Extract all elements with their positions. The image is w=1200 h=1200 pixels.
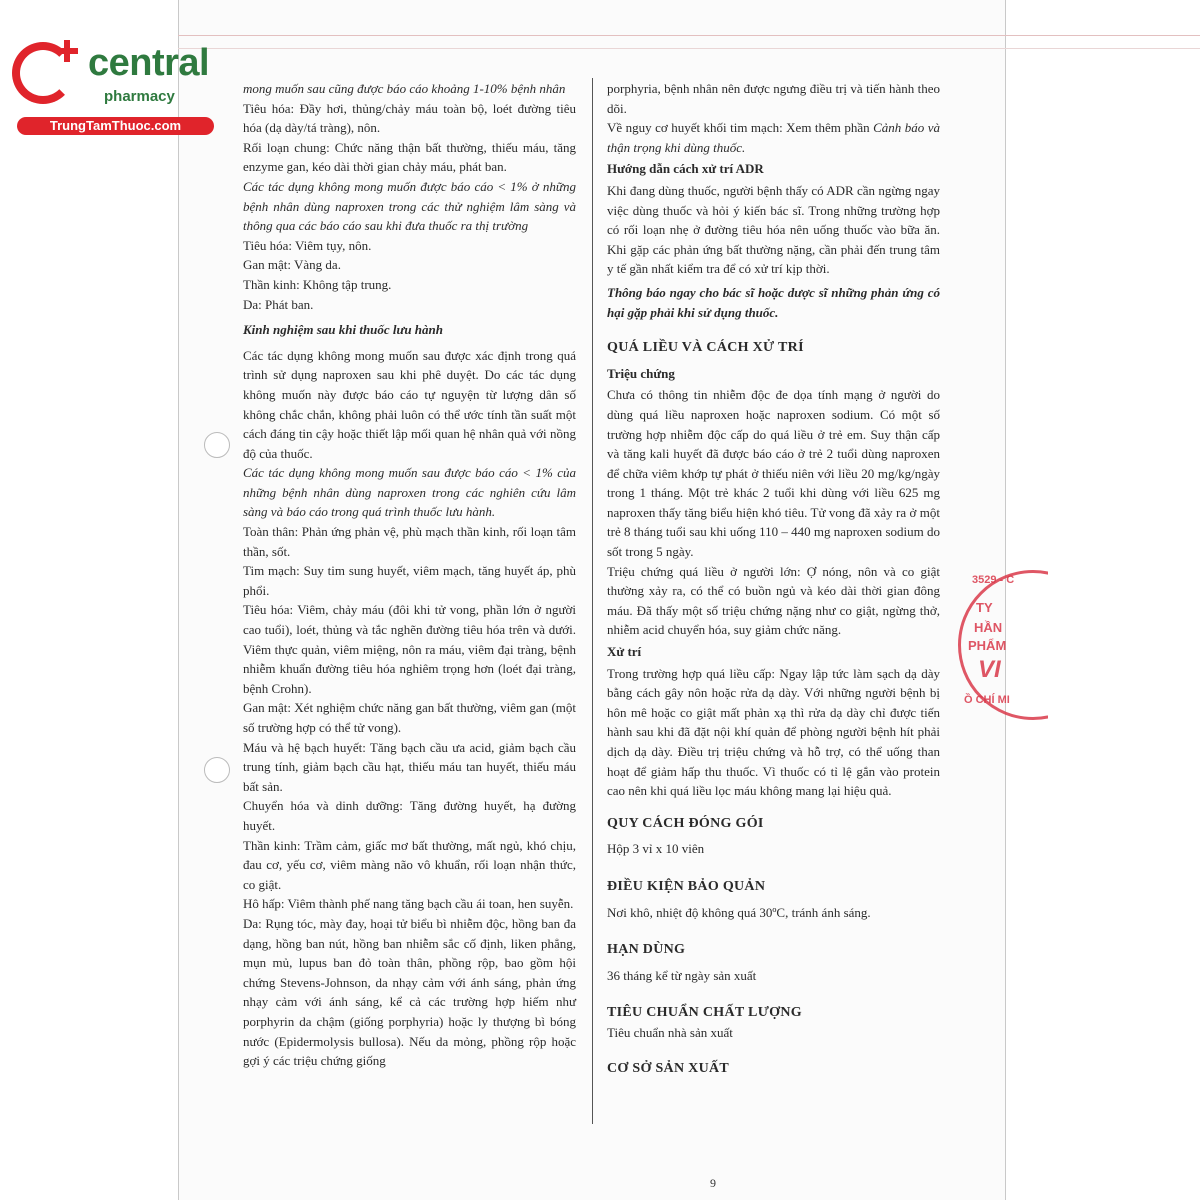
page-number: 9 [710,1176,716,1190]
subheading: Hướng dẫn cách xử trí ADR [607,161,764,177]
section-heading: CƠ SỞ SẢN XUẤT [607,1060,730,1076]
paragraph: porphyria, bệnh nhân nên được ngưng điều trị và tiến hành theo dõi. [607,81,940,116]
column-divider [592,78,593,1124]
section-heading: TIÊU CHUẨN CHẤT LƯỢNG [607,1005,802,1021]
paragraph: Thần kinh: Không tập trung. [243,276,392,292]
section-heading: QUY CÁCH ĐÓNG GÓI [607,815,764,831]
paragraph: Tiêu chuẩn nhà sản xuất [607,1024,733,1040]
paragraph: Trong trường hợp quá liều cấp: Ngay lập tức làm sạch dạ dày bằng cách gây nôn hoặc rửa dạ dày. Với những người bệnh bị hôn mê hoặc co giật mất phản xạ thì rửa dạ dày chỉ được tiến hành sau khi đã đặt nội khí quản để phòng người bệnh hít phải dịch dạ dày. Điều trị triệu chứng và hỗ trợ, có thể uống than hoạt để giảm hấp thu thuốc. Vì thuốc có tỉ lệ gắn vào protein cao nên khi quá liều lọc máu không mang lại hiệu quả. [607,665,940,799]
paragraph: Tim mạch: Suy tim sung huyết, viêm mạch, tăng huyết áp, phù phổi. [243,563,576,598]
paragraph: Da: Phát ban. [243,296,314,312]
paragraph: Gan mật: Xét nghiệm chức năng gan bất thường, viêm gan (một số trường hợp có thể tử vong). [243,700,576,735]
paragraph: Chưa có thông tin nhiễm độc đe dọa tính mạng ở người do dùng quá liều naproxen hoặc naproxen sodium. Có một số trường hợp nhiễm độc cấp do quá liều ở trẻ em. Suy thận cấp và tăng kali huyết đã được báo cáo ở trẻ 2 tuổi dùng naproxen để chữa viêm khớp tự phát ở thiếu niên với liều 20 mg/kg/ngày trong 1 tháng. Một trẻ khác 2 tuổi khi dùng với liều 625 mg naproxen thấy tăng biểu hiện khó tiêu. Tử vong đã xảy ra ở một trẻ 8 tháng tuổi sau khi uống 110 – 440 mg naproxen sodium do sốt trong 5 ngày. [607,387,940,560]
header-rule-secondary [178,48,1200,49]
header-rule [178,35,1200,36]
stamp-text: Ồ CHÍ MI [964,694,1010,706]
section-heading: QUÁ LIỀU VÀ CÁCH XỬ TRÍ [607,340,804,356]
paragraph-text: Về nguy cơ huyết khối tim mạch: Xem thêm phần [607,120,874,136]
paragraph: Triệu chứng quá liều ở người lớn: Ợ nóng, nôn và co giật thường xảy ra, có thể có buồn ngủ và kéo dài thời gian đông máu. Đã thấy một số triệu chứng nặng như co giật, ngừng thở, nhiễm acid chuyển hóa, suy giảm chức năng. [607,563,940,638]
medical-cross-icon [56,40,78,62]
paragraph: Các tác dụng không mong muốn sau được xác định trong quá trình sử dụng naproxen sau khi phê duyệt. Do các tác dụng không muốn này được báo cáo tự nguyện từ lượng dân số không chắc chắn, không phải luôn có thể ước tính tần suất một cách đáng tin cậy hoặc thiết lập mối quan hệ nhân quả với nồng độ của thuốc. [243,347,576,461]
left-column [243,79,576,1071]
section-heading: ĐIỀU KIỆN BẢO QUẢN [607,878,766,894]
paragraph: Gan mật: Vàng da. [243,257,341,273]
paragraph: Tiêu hóa: Viêm, chảy máu (đôi khi tử vong, phần lớn ở người cao tuổi), loét, thủng và tắc nghẽn đường tiêu hóa trên và dưới. Viêm thực quản, viêm miệng, nôn ra máu, viêm đại tràng, bệnh nhiễm khuẩn đường tiêu hóa nghiêm trọng hơn (loét đại tràng, bệnh Crohn). [243,602,576,696]
subheading: Triệu chứng [607,365,675,381]
stamp-text: VI [978,656,1001,683]
paragraph: Rối loạn chung: Chức năng thận bất thường, thiếu máu, tăng enzyme gan, kéo dài thời gian chảy máu, phát ban. [243,139,576,175]
section-heading: HẠN DÙNG [607,942,686,958]
paragraph: Thần kinh: Trầm cảm, giấc mơ bất thường, mất ngủ, khó chịu, đau cơ, yếu cơ, viêm màng não vô khuẩn, rối loạn nhận thức, co giật. [243,837,576,892]
paragraph: Da: Rụng tóc, mày đay, hoại tử biểu bì nhiễm độc, hồng ban đa dạng, hồng ban nút, hồng ban nhiễm sắc cố định, liken phẳng, mụn mủ, lupus ban đỏ toàn thân, phồng rộp, bao gồm hội chứng Stevens-Johnson, da nhạy cảm với ánh sáng, phản ứng nhạy cảm với ánh sáng, kể cả các trường hợp hiếm như porphyrin da chậm (giống porphyria) hoặc ly thượng bì bóng nước (Epidermolysis bullosa). Nếu da mỏng, phồng rộp hoặc gợi ý các triệu chứng giống [243,915,576,1069]
stamp-text: HẦN [974,620,1003,635]
paragraph [607,118,940,157]
stamp-text: PHẨM [968,638,1007,653]
paragraph: mong muốn sau cũng được báo cáo khoảng 1-10% bệnh nhân [243,81,566,96]
paragraph: Chuyển hóa và dinh dưỡng: Tăng đường huyết, hạ đường huyết. [243,798,576,833]
company-seal-stamp [958,570,1048,720]
paragraph: Tiêu hóa: Viêm tụy, nôn. [243,237,372,253]
cross-reference: Cảnh báo và thận trọng khi dùng thuốc. [607,120,940,155]
stamp-text: 3529 - C [972,574,1015,586]
logo-subtitle: pharmacy [104,88,175,105]
paragraph: Hộp 3 vỉ x 10 viên [607,841,705,857]
paragraph: 36 tháng kể từ ngày sản xuất [607,967,757,983]
paragraph: Khi đang dùng thuốc, người bệnh thấy có ADR cần ngừng ngay việc dùng thuốc và hỏi ý kiến bác sĩ. Trong những trường hợp có rối loạn nhẹ ở đường tiêu hóa nên uống thuốc vào bữa ăn. Khi gặp các phản ứng bất thường nặng, cần phải đến trung tâm y tế gần nhất kiểm tra để có xử trí kịp thời. [607,182,940,277]
logo-url: TrungTamThuoc.com [17,117,214,135]
paragraph: Nơi khô, nhiệt độ không quá 30ºC, tránh ánh sáng. [607,904,871,920]
paragraph: Hô hấp: Viêm thành phế nang tăng bạch cầu ái toan, hen suyễn. [243,896,574,912]
subheading: Kinh nghiệm sau khi thuốc lưu hành [243,322,443,338]
paragraph: Tiêu hóa: Đầy hơi, thủng/chảy máu toàn bộ, loét đường tiêu hóa (dạ dày/tá tràng), nôn. [243,100,576,136]
warning-note: Thông báo ngay cho bác sĩ hoặc dược sĩ những phản ứng có hại gặp phải khi sử dụng thuốc. [607,284,940,320]
paragraph: Máu và hệ bạch huyết: Tăng bạch cầu ưa acid, giảm bạch cầu trung tính, giảm bạch cầu hạt, thiếu máu tan huyết, thiếu máu bất sản. [243,739,576,794]
punch-hole [204,432,230,458]
logo-name: central [88,42,210,84]
stamp-text: TY [976,600,993,615]
paragraph: Các tác dụng không mong muốn sau được báo cáo < 1% của những bệnh nhân dùng naproxen trong các nghiên cứu lâm sàng và báo cáo trong quá trình thuốc lưu hành. [243,465,576,520]
paragraph: Toàn thân: Phản ứng phản vệ, phù mạch thần kinh, rối loạn tâm thần, sốt. [243,524,576,559]
paragraph: Các tác dụng không mong muốn được báo cáo < 1% ở những bệnh nhân dùng naproxen trong các thử nghiệm lâm sàng và thông qua các báo cáo sau khi đưa thuốc ra thị trường [243,178,576,234]
central-pharmacy-logo[interactable] [12,40,212,135]
punch-hole [204,757,230,783]
right-column [607,79,940,1084]
subheading: Xử trí [607,644,642,660]
